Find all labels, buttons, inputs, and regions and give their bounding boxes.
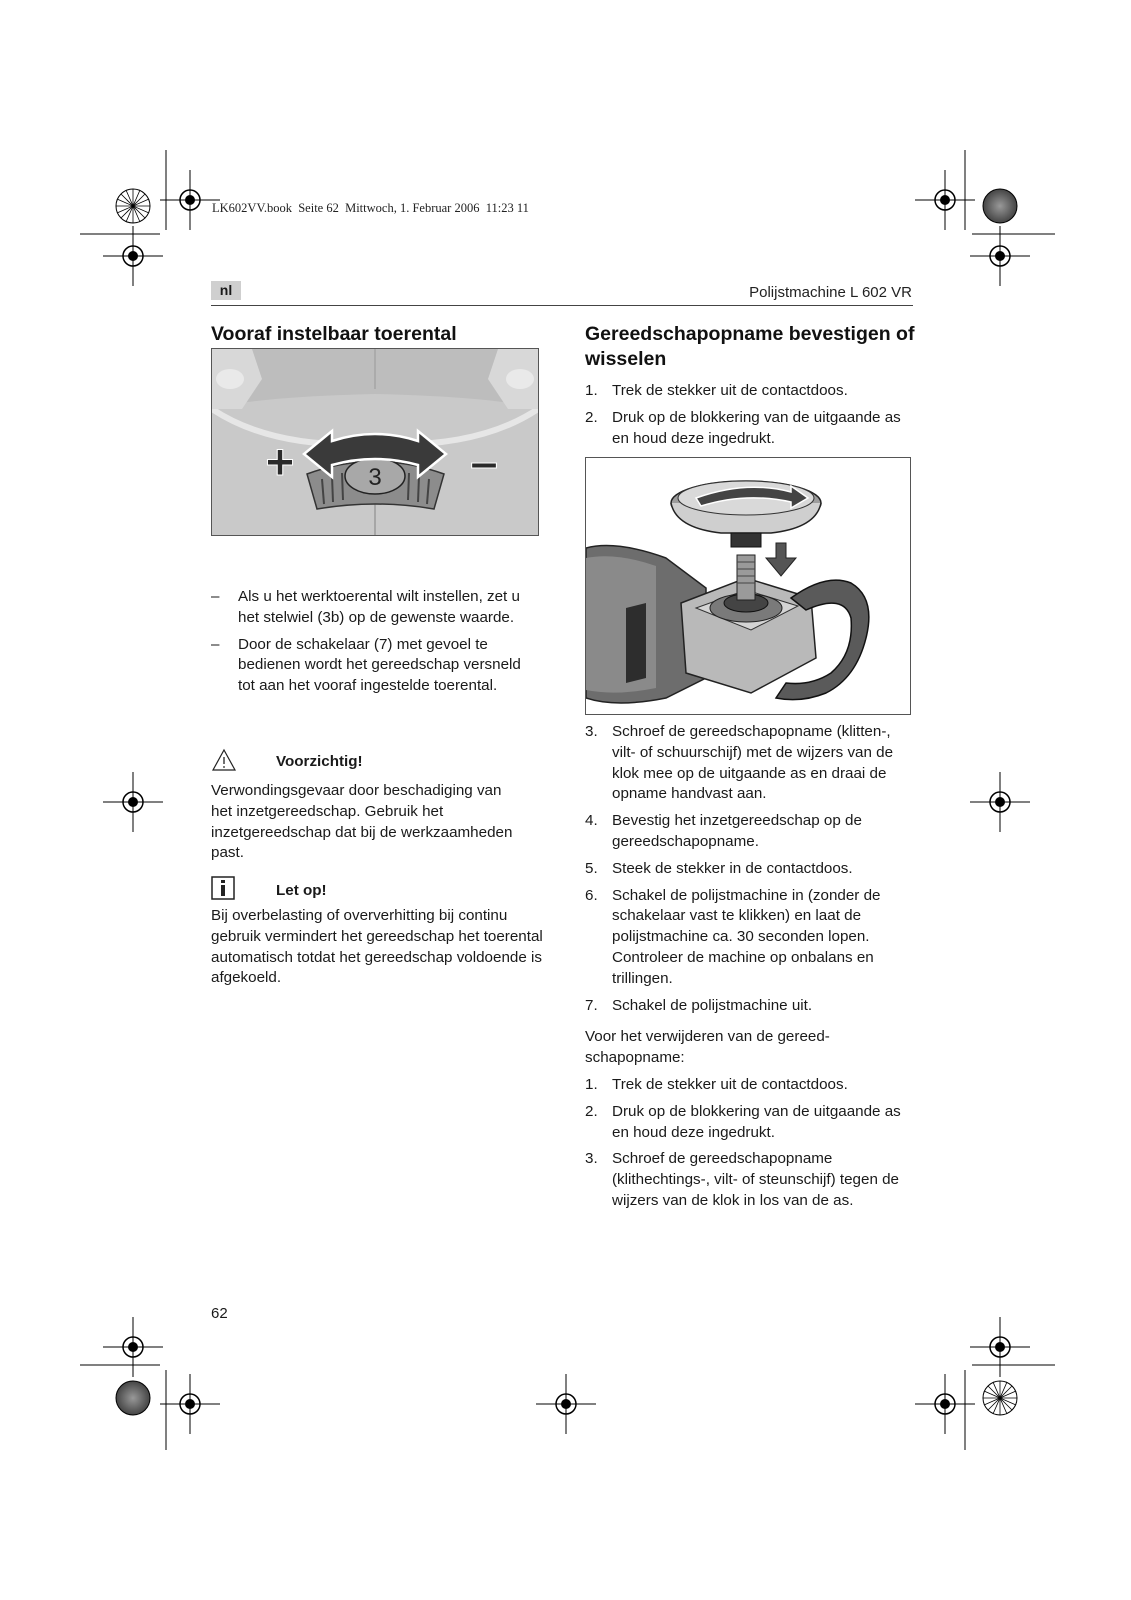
speed-bullet-list <box>211 587 541 703</box>
list-item: 7. Schakel de polijstmachine uit. <box>585 996 813 1014</box>
warning-text: Verwondingsgevaar door beschadiging van het inzetgereedschap. Gebruik het inzetgereedschap dat bij de werkzaamheden past. <box>211 782 513 862</box>
steps-list-c <box>585 1075 915 1218</box>
info-icon <box>211 876 235 900</box>
minus-symbol: – <box>470 434 498 490</box>
registration-mark-icon <box>160 1374 220 1434</box>
warning-icon <box>211 748 237 772</box>
registration-mark-icon <box>970 226 1030 286</box>
steps-list-b <box>585 722 915 1022</box>
header-rule <box>211 305 913 306</box>
info-title: Let op! <box>276 882 327 899</box>
registration-mark-icon <box>915 170 975 230</box>
gray-disk-mark-icon <box>983 189 1017 223</box>
list-item: 1. Trek de stekker uit de contactdoos. <box>585 1076 848 1093</box>
list-item: 6. Schakel de polijstmachine in (zonder de schakelaar vast te klikken) en laat de polijstmachine ca. 30 seconden lopen. Controleer de machine op onbalans en trillingen. <box>585 886 881 987</box>
list-item: 3. Schroef de gereedschapopname (klithechtings-, vilt- of steunschijf) tegen de wijzers van de klok in los van de as. <box>585 1150 900 1209</box>
steps-list-a <box>585 381 915 455</box>
registration-mark-icon <box>970 772 1030 832</box>
polisher-figure <box>585 457 911 715</box>
list-item: 4. Bevestig het inzetgereedschap op de gereedschapopname. <box>585 812 862 850</box>
running-title: Polijstmachine L 602 VR <box>749 284 912 301</box>
list-item: 2. Druk op de blokkering van de uitgaande as en houd deze ingedrukt. <box>585 408 901 447</box>
section-heading-speed: Vooraf instelbaar toerental <box>211 323 457 345</box>
section-heading-tool-holder: Gereedschapopname bevestigen of wisselen <box>585 323 915 370</box>
list-item: – Door de schakelaar (7) met gevoel te bedienen wordt het gereedschap versneld tot aan het vooraf ingestelde toerental. <box>211 635 521 695</box>
book-info-line: LK602VV.book Seite 62 Mittwoch, 1. Februar 2006 11:23 11 <box>212 201 529 215</box>
list-item: 3. Schroef de gereedschapopname (klitten-, vilt- of schuurschijf) met de wijzers van de klok mee op de uitgaande as en draai de opname handvast aan. <box>585 723 894 803</box>
list-item: 5. Steek de stekker in de contactdoos. <box>585 859 853 877</box>
list-item: – Als u het werktoerental wilt instellen, zet u het stelwiel (3b) op de gewenste waarde. <box>211 588 520 626</box>
registration-mark-icon <box>103 1317 163 1377</box>
language-badge: nl <box>211 281 241 300</box>
registration-mark-icon <box>160 170 220 230</box>
speed-dial-figure <box>211 348 539 536</box>
warning-title: Voorzichtig! <box>276 753 363 770</box>
info-text: Bij overbelasting of oververhitting bij continu gebruik vermindert het gereedschap het toerental automatisch totdat het gereedschap voldoende is afgekoeld. <box>211 907 543 987</box>
registration-mark-icon <box>103 226 163 286</box>
starburst-mark-icon <box>983 1381 1017 1415</box>
gray-disk-mark-icon <box>116 1381 150 1415</box>
page-number: 62 <box>211 1305 228 1322</box>
starburst-mark-icon <box>116 189 150 223</box>
registration-mark-icon <box>103 772 163 832</box>
plus-symbol: + <box>265 434 295 490</box>
list-item: 1. Trek de stekker uit de contactdoos. <box>585 382 848 399</box>
registration-mark-icon <box>970 1317 1030 1377</box>
list-item: 2. Druk op de blokkering van de uitgaande as en houd deze ingedrukt. <box>585 1102 901 1141</box>
registration-mark-icon <box>915 1374 975 1434</box>
dial-number: 3 <box>368 464 382 491</box>
removal-intro: Voor het verwijderen van de gereedschapopname: <box>585 1028 830 1066</box>
registration-mark-icon <box>536 1374 596 1434</box>
